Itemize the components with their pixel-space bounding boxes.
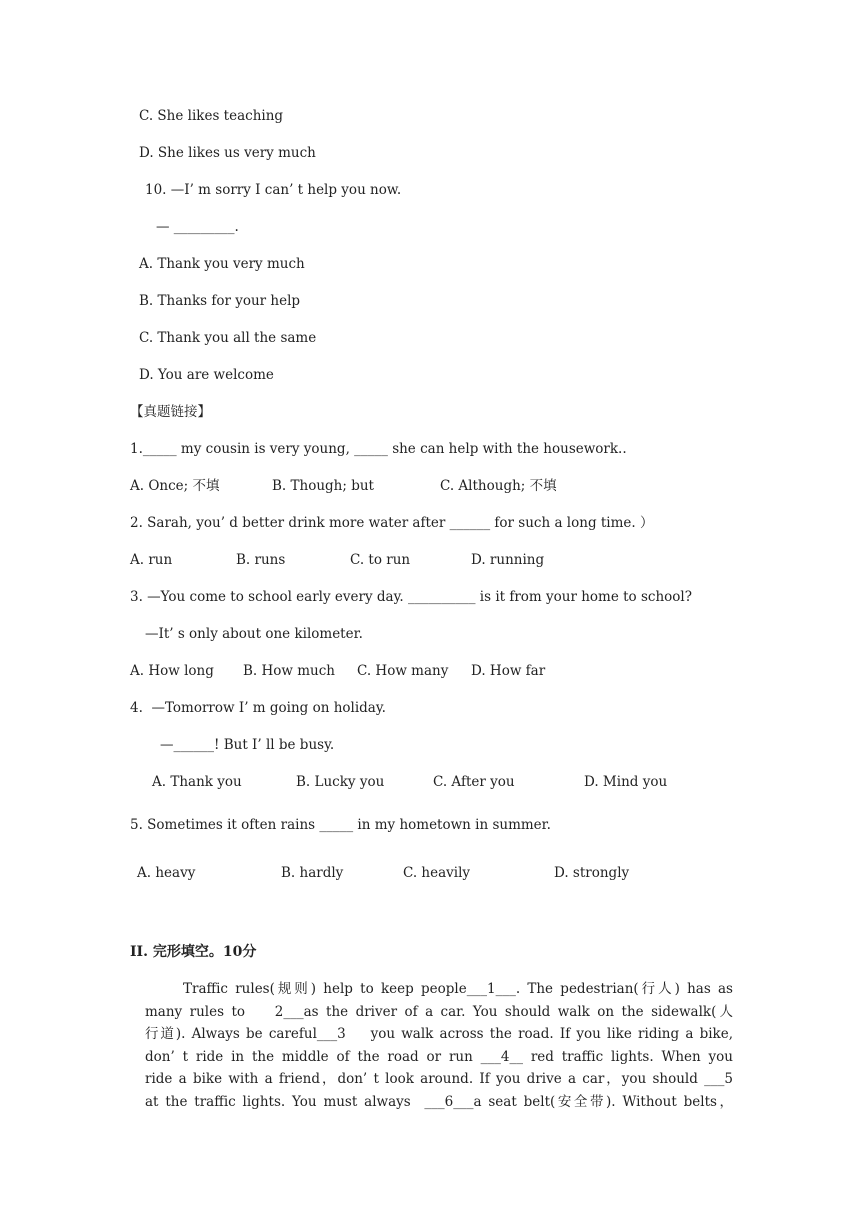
- option-b: B. How much: [243, 663, 336, 679]
- question-3-stem: 3. —You come to school early every day. __________ is it from your home to school?: [130, 589, 692, 605]
- question-10-reply: — _________.: [156, 219, 239, 235]
- section-heading-cloze: II. 完形填空。10分: [130, 944, 257, 960]
- question-5-stem: 5. Sometimes it often rains _____ in my hometown in summer.: [130, 817, 551, 833]
- option-d: D. running: [471, 552, 545, 568]
- question-2-stem: 2. Sarah, you’ d better drink more water after ______ for such a long time. ）: [130, 515, 654, 531]
- option-a: A. Thank you very much: [139, 256, 305, 272]
- passage-line: don’ t ride in the middle of the road or run ___4__ red traffic lights. When you: [145, 1048, 733, 1065]
- option-b: B. Thanks for your help: [139, 293, 301, 309]
- option-c: C. After you: [433, 774, 515, 790]
- question-4-reply: —______! But I’ ll be busy.: [160, 737, 335, 753]
- option-b: B. Though; but: [272, 478, 374, 494]
- option-c: C. Thank you all the same: [139, 330, 317, 346]
- option-d: D. strongly: [554, 865, 630, 881]
- passage-line: many rules to 2___as the driver of a car. You should walk on the sidewalk(人: [145, 1003, 733, 1020]
- option-b: B. hardly: [281, 865, 344, 881]
- option-b: B. Lucky you: [296, 774, 385, 790]
- cloze-passage: [145, 978, 733, 1113]
- section-heading-zhenti: 【真题链接】: [130, 404, 211, 420]
- passage-line: ride a bike with a friend，don’ t look around. If you drive a car，you should ___5: [145, 1071, 733, 1087]
- option-c: C. Although; 不填: [440, 478, 557, 494]
- option-a: A. How long: [130, 663, 214, 679]
- question-3-reply: —It’ s only about one kilometer.: [145, 626, 363, 642]
- option-c: C. heavily: [403, 865, 471, 881]
- option-c: C. to run: [350, 552, 411, 568]
- option-a: A. heavy: [137, 865, 196, 881]
- option-d: D. Mind you: [584, 774, 668, 790]
- option-c: C. How many: [357, 663, 449, 679]
- question-1-stem: 1._____ my cousin is very young, _____ she can help with the housework..: [130, 441, 627, 457]
- option-b: B. runs: [236, 552, 286, 568]
- question-4-stem: 4. —Tomorrow I’ m going on holiday.: [130, 700, 386, 716]
- question-10-stem: 10. —I’ m sorry I can’ t help you now.: [145, 182, 402, 198]
- passage-line: at the traffic lights. You must always ___6___a seat belt(安全带). Without belts，: [145, 1093, 733, 1110]
- passage-line: 行道). Always be careful___3 you walk across the road. If you like riding a bike,: [145, 1026, 733, 1042]
- option-c: C. She likes teaching: [139, 108, 284, 124]
- option-d: D. How far: [471, 663, 546, 679]
- option-a: A. run: [130, 552, 173, 568]
- option-a: A. Once; 不填: [130, 478, 220, 494]
- passage-line: Traffic rules(规则) help to keep people___1___. The pedestrian(行人) has as: [183, 981, 733, 997]
- option-d: D. You are welcome: [139, 367, 274, 383]
- option-a: A. Thank you: [152, 774, 242, 790]
- option-d: D. She likes us very much: [139, 145, 316, 161]
